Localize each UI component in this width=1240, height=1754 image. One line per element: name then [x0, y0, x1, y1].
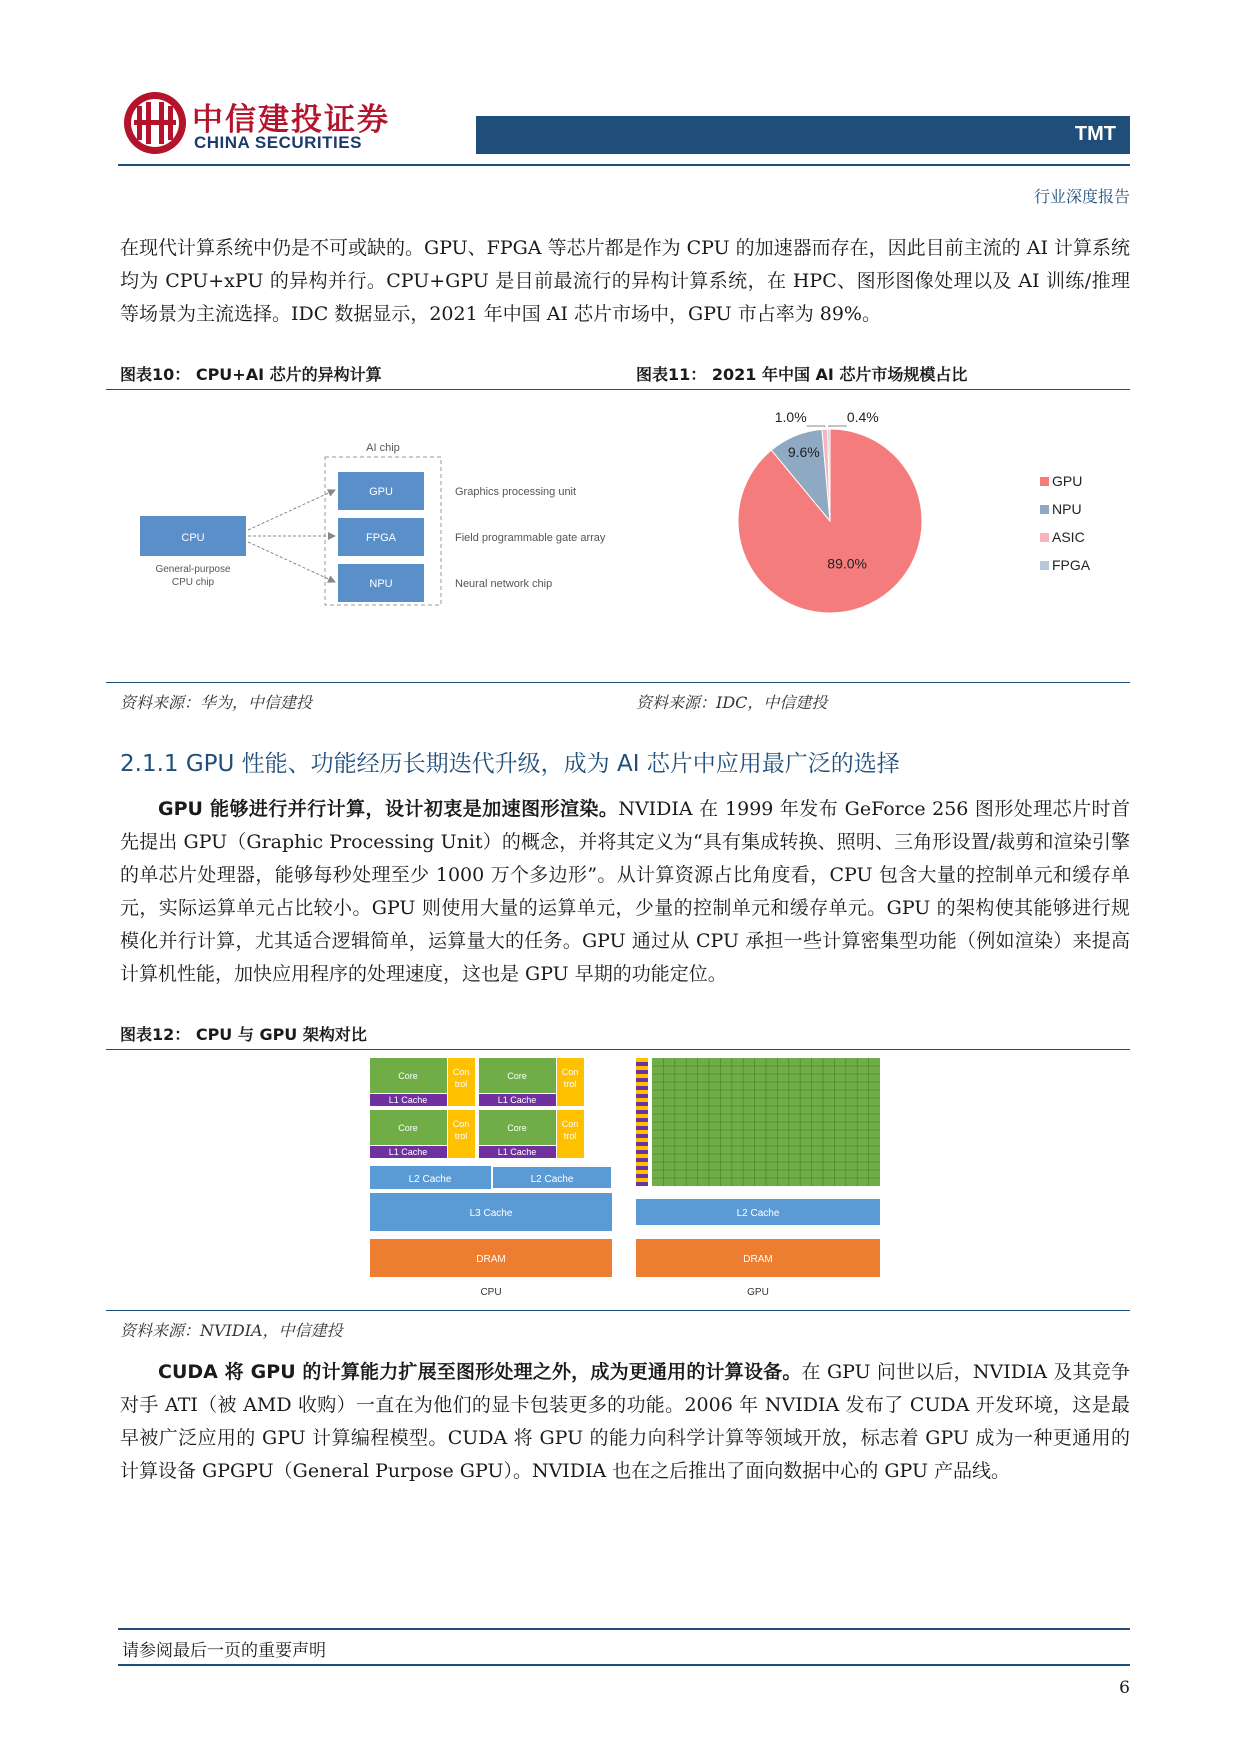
gpu-l1-cell: [636, 1126, 648, 1130]
cpu-core-label: Core: [507, 1123, 527, 1133]
fpga-desc: Field programmable gate array: [455, 532, 606, 544]
paragraph-cuda-lead: CUDA 将 GPU 的计算能力扩展至图形处理之外，成为更通用的计算设备。: [158, 1361, 802, 1383]
paragraph-cuda-body: 在 GPU 问世以后，NVIDIA 及其竞争对手 ATI（被 AMD 收购）一直在为他们的显卡包装更多的功能。2006 年 NVIDIA 发布了 CUDA 开发环境，这是最早被广泛应用的 GPU 计算编程模型。CUDA 将 GPU 的能力向科学计算等领域开放，标志着 GPU 成为一种更通用的计算设备 GPGPU（General Purpose GPU）。NVIDIA 也在之后推出了面向数据中心的 GPU 产品线。: [120, 1361, 1130, 1482]
figure-top-rule: [106, 389, 1130, 390]
cpu-block-label: CPU: [181, 532, 205, 544]
fig12-top-rule: [106, 1049, 1130, 1050]
cpu-control-label-1: Con: [452, 1119, 470, 1129]
cpu-core-label: Core: [398, 1123, 418, 1133]
gpu-l1-cell: [636, 1094, 648, 1098]
legend-label-gpu: GPU: [1052, 473, 1083, 489]
sector-banner: [476, 116, 1130, 154]
cpu-core-label: Core: [398, 1071, 418, 1081]
pie-label-fpga: 0.4%: [846, 409, 879, 425]
cpu-l1-cache-label: L1 Cache: [497, 1095, 537, 1105]
fig10-source: 资料来源：华为，中信建投: [120, 693, 313, 712]
gpu-l1-cell: [636, 1182, 648, 1186]
cpu-l1-cache-label: L1 Cache: [388, 1095, 428, 1105]
fig11-title: 图表11： 2021 年中国 AI 芯片市场规模占比: [636, 365, 968, 384]
page-number: 6: [1119, 1678, 1130, 1698]
gpu-dram-label: DRAM: [743, 1254, 773, 1265]
cpu-label: CPU: [480, 1287, 502, 1298]
gpu-control-cell: [636, 1122, 648, 1126]
gpu-l1-cell: [636, 1174, 648, 1178]
fig11-source: 资料来源：IDC，中信建投: [636, 693, 828, 712]
gpu-l1-cell: [636, 1118, 648, 1122]
footer-disclaimer: 请参阅最后一页的重要声明: [122, 1641, 326, 1661]
cpu-l2-cache-left-label: L2 Cache: [408, 1174, 452, 1185]
report-type: 行业深度报告: [1033, 187, 1130, 206]
gpu-control-cell: [636, 1106, 648, 1110]
cpu-control-label-2: trol: [563, 1079, 577, 1089]
fig12-architecture-diagram: [360, 1053, 900, 1303]
cpu-caption-1: General-purpose: [155, 564, 231, 575]
gpu-l1-cell: [636, 1086, 648, 1090]
paragraph-gpu-history: [120, 793, 1130, 991]
legend-swatch-gpu: [1040, 477, 1049, 486]
gpu-desc: Graphics processing unit: [455, 486, 577, 498]
gpu-l1-cell: [636, 1078, 648, 1082]
fig12-source: 资料来源：NVIDIA，中信建投: [120, 1321, 343, 1340]
gpu-l2-cache-label: L2 Cache: [736, 1208, 780, 1219]
cpu-control-label-2: trol: [563, 1131, 577, 1141]
legend-label-asic: ASIC: [1052, 529, 1085, 545]
legend-label-fpga: FPGA: [1052, 557, 1091, 573]
logo-text-en: CHINA SECURITIES: [194, 133, 362, 152]
footer-top-rule: [118, 1628, 1130, 1630]
gpu-control-cell: [636, 1074, 648, 1078]
gpu-control-cell: [636, 1098, 648, 1102]
fpga-block-label: FPGA: [366, 532, 396, 544]
legend-label-npu: NPU: [1052, 501, 1082, 517]
cpu-l3-cache-label: L3 Cache: [469, 1208, 513, 1219]
legend-swatch-asic: [1040, 533, 1049, 542]
gpu-l1-cell: [636, 1134, 648, 1138]
header-divider: [118, 164, 1130, 166]
gpu-l1-cell: [636, 1062, 648, 1066]
cpu-dram-label: DRAM: [476, 1254, 506, 1265]
gpu-control-cell: [636, 1170, 648, 1174]
gpu-control-cell: [636, 1146, 648, 1150]
paragraph-cuda: [120, 1356, 1130, 1488]
gpu-control-cell: [636, 1130, 648, 1134]
cpu-core-label: Core: [507, 1071, 527, 1081]
logo-text-cn: 中信建投证券: [192, 102, 390, 138]
gpu-control-cell: [636, 1090, 648, 1094]
fig12-bottom-rule: [106, 1310, 1130, 1311]
cpu-l1-cache-label: L1 Cache: [388, 1147, 428, 1157]
fig11-pie-chart: [700, 394, 1130, 654]
intro-paragraph: 在现代计算系统中仍是不可或缺的。GPU、FPGA 等芯片都是作为 CPU 的加速器而存在，因此目前主流的 AI 计算系统均为 CPU+xPU 的异构并行。CPU+GPU 是目前最流行的异构计算系统，在 HPC、图形图像处理以及 AI 训练/推理等场景为主流选择。IDC 数据显示，2021 年中国 AI 芯片市场中，GPU 市占率为 89%。: [120, 237, 1130, 325]
gpu-l1-cell: [636, 1166, 648, 1170]
cpu-l2-cache-right-label: L2 Cache: [530, 1174, 574, 1185]
gpu-control-cell: [636, 1138, 648, 1142]
footer-bottom-rule: [118, 1664, 1130, 1666]
arrow-to-npu: [248, 542, 335, 582]
fig10-diagram: [130, 430, 630, 630]
cpu-control-label-2: trol: [454, 1131, 468, 1141]
cpu-caption-2: CPU chip: [171, 577, 215, 588]
gpu-block-label: GPU: [369, 486, 393, 498]
pie-leader-asic: [807, 426, 825, 427]
gpu-l1-cell: [636, 1142, 648, 1146]
arrow-to-gpu: [248, 490, 335, 530]
npu-desc: Neural network chip: [455, 578, 553, 590]
gpu-control-cell: [636, 1114, 648, 1118]
gpu-control-cell: [636, 1162, 648, 1166]
gpu-control-cell: [636, 1154, 648, 1158]
gpu-control-cell: [636, 1066, 648, 1070]
gpu-control-cell: [636, 1058, 648, 1062]
logo-emblem-icon: [122, 90, 188, 156]
gpu-control-cell: [636, 1178, 648, 1182]
paragraph-gpu-lead: GPU 能够进行并行计算，设计初衷是加速图形渲染。: [158, 798, 619, 820]
pie-leader-fpga: [829, 426, 847, 427]
ai-chip-group-label: AI chip: [366, 442, 400, 454]
paragraph-gpu-body: NVIDIA 在 1999 年发布 GeForce 256 图形处理芯片时首先提出 GPU（Graphic Processing Unit）的概念，并将其定义为“具有集成转换、照明、三角形设置/裁剪和渲染引擎的单芯片处理器，能够每秒处理至少 1000 万个多边形”。从计算资源占比角度看，CPU 包含大量的控制单元和缓存单元，实际运算单元占比较小。GPU 则使用大量的运算单元，少量的控制单元和缓存单元。GPU 的架构使其能够进行规模化并行计算，尤其适合逻辑简单，运算量大的任务。GPU 通过从 CPU 承担一些计算密集型功能（例如渲染）来提高计算机性能，加快应用程序的处理速度，这也是 GPU 早期的功能定位。: [120, 798, 1130, 985]
gpu-control-cell: [636, 1082, 648, 1086]
cpu-control-label-1: Con: [561, 1119, 579, 1129]
pie-label-npu: 9.6%: [787, 444, 820, 461]
pie-label-gpu: 89.0%: [827, 555, 867, 572]
legend-swatch-fpga: [1040, 561, 1049, 570]
company-logo: [122, 88, 422, 158]
fig12-title: 图表12： CPU 与 GPU 架构对比: [120, 1025, 367, 1044]
cpu-control-label-2: trol: [454, 1079, 468, 1089]
cpu-control-label-1: Con: [452, 1067, 470, 1077]
fig10-title: 图表10： CPU+AI 芯片的异构计算: [120, 365, 382, 384]
sector-label: TMT: [1074, 123, 1116, 145]
cpu-control-label-1: Con: [561, 1067, 579, 1077]
gpu-l1-cell: [636, 1150, 648, 1154]
pie-label-asic: 1.0%: [774, 409, 807, 425]
section-title: 2.1.1 GPU 性能、功能经历长期迭代升级，成为 AI 芯片中应用最广泛的选择: [120, 751, 900, 777]
legend-swatch-npu: [1040, 505, 1049, 514]
gpu-l1-cell: [636, 1110, 648, 1114]
npu-block-label: NPU: [369, 578, 393, 590]
gpu-l1-cell: [636, 1102, 648, 1106]
gpu-label: GPU: [747, 1287, 769, 1298]
gpu-l1-cell: [636, 1070, 648, 1074]
gpu-l1-cell: [636, 1158, 648, 1162]
figure-bottom-rule: [106, 682, 1130, 683]
cpu-l1-cache-label: L1 Cache: [497, 1147, 537, 1157]
